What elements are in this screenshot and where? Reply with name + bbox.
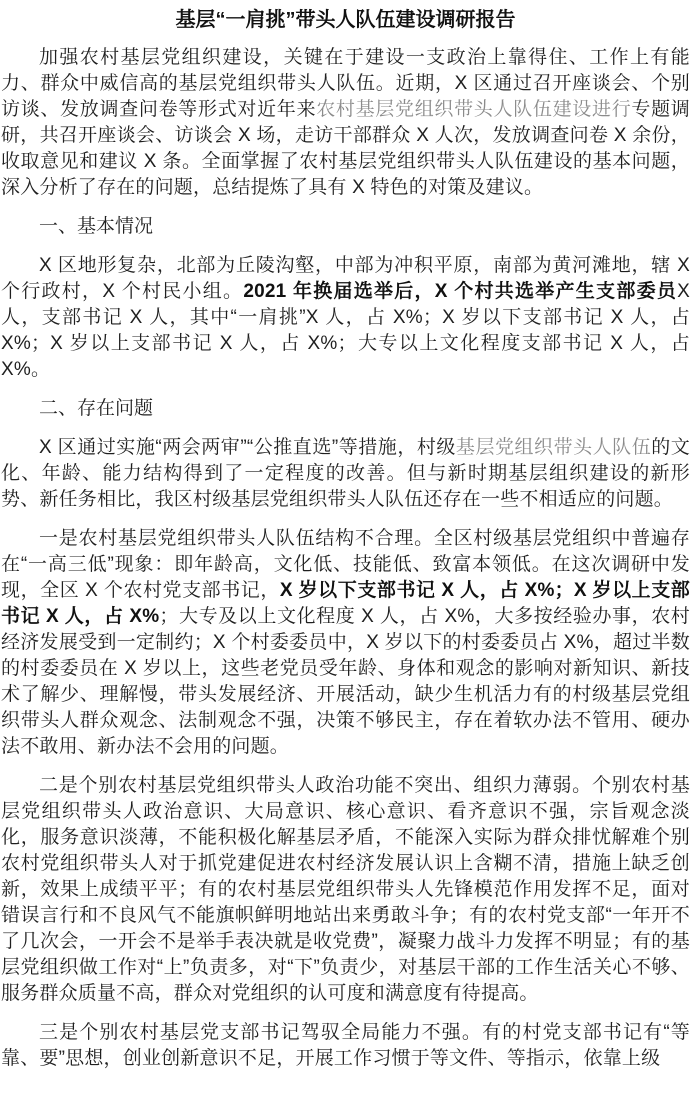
paragraph-problem-two <box>1 773 690 1007</box>
section-heading-problems: 二、存在问题 <box>39 398 154 419</box>
text-run: X 人，支部书记 X 人，其中“一肩挑”X 人，占 X%；X 岁以下支部书记 X 人，占 X%；X 岁以上支部书记 X 人，占 X%；大专以上文化程度支部书记 X 人，占 X%。 <box>1 281 690 380</box>
paragraph-intro <box>1 45 690 201</box>
text-run: 一是农村基层党组织带头人队伍结构不合理。全区村级基层党组织中普遍存在“一高三低”现象：即年龄高，文化低、技能低、致富本领低。在这次调研中发现，全区 X 个农村党支部书记， <box>1 528 690 601</box>
text-run: X 区通过实施“两会两审”“公推直选”等措施，村级 <box>39 437 456 458</box>
paragraph-problem-one <box>1 526 690 760</box>
text-run: X 区地形复杂，北部为丘陵沟壑，中部为冲积平原，南部为黄河滩地，辖 X 个行政村，X 个村民小组。 <box>1 255 690 302</box>
paragraph-problems-overview <box>1 435 690 513</box>
paragraph-basic-situation <box>1 253 690 383</box>
text-run: 三是个别农村基层党支部书记驾驭全局能力不强。有的村党支部书记有“等靠、要”思想，创业创新意识不足，开展工作习惯于等文件、等指示，依靠上级 <box>1 1022 690 1069</box>
text-run-bold: X 岁以下支部书记 X 人，占 X%；X 岁以上支部书记 X 人，占 X% <box>1 580 691 627</box>
document-title: 基层“一肩挑”带头人队伍建设调研报告 <box>175 9 516 31</box>
text-run-muted: 农村基层党组织带头人队伍建设进行 <box>316 99 632 120</box>
paragraph-problem-three <box>1 1020 690 1072</box>
text-run: 二是个别农村基层党组织带头人政治功能不突出、组织力薄弱。个别农村基层党组织带头人政治意识、大局意识、核心意识、看齐意识不强，宗旨观念淡化，服务意识淡薄，不能积极化解基层矛盾，不能深入实际为群众排忧解难个别农村党组织带头人对于抓党建促进农村经济发展认识上含糊不清，措施上缺乏创新，效果上成绩平平；有的农村基层党组织带头人先锋模范作用发挥不足，面对错误言行和不良风气不能旗帜鲜明地站出来勇敢斗争；有的农村党支部“一年开不了几次会，一开会不是举手表决就是收党费”，凝聚力战斗力发挥不明显；有的基层党组织做工作对“上”负责多，对“下”负责少，对基层干部的工作生活关心不够、服务群众质量不高，群众对党组织的认可度和满意度有待提高。 <box>1 775 690 1004</box>
text-run: 的文化、年龄、能力结构得到了一定程度的改善。但与新时期基层组织建设的新形势、新任务相比，我区村级基层党组织带头人队伍还存在一些不相适应的问题。 <box>1 437 690 510</box>
text-run-bold: 2021 年换届选举后，X 个村共选举产生支部委员 <box>243 281 678 302</box>
text-run: ；大专及以上文化程度 X 人，占 X%，大多按经验办事，农村经济发展受到一定制约；X 个村委委员中，X 岁以下的村委委员占 X%，超过半数的村委委员在 X 岁以上，这些老党员受年龄、身体和观念的影响对新知识、新技术了解少、理解慢，带头发展经济、开展活动，缺少生机活力有的村级基层党组织带头人群众观念、法制观念不强，决策不够民主，存在着软办法不管用、硬办法不敢用、新办法不会用的问题。 <box>1 606 691 757</box>
text-run: 专题调研，共召开座谈会、访谈会 X 场，走访干部群众 X 人次，发放调查问卷 X 余份，收取意见和建议 X 条。全面掌握了农村基层党组织带头人队伍建设的基本问题，深入分析了存在的问题，总结提炼了具有 X 特色的对策及建议。 <box>1 99 691 198</box>
text-run-muted: 基层党组织带头人队伍 <box>455 437 652 458</box>
text-run: 加强农村基层党组织建设，关键在于建设一支政治上靠得住、工作上有能力、群众中威信高的基层党组织带头人队伍。近期，X 区通过召开座谈会、个别访谈、发放调查问卷等形式对近年来 <box>1 47 690 120</box>
section-heading-basic-situation: 一、基本情况 <box>39 216 154 237</box>
